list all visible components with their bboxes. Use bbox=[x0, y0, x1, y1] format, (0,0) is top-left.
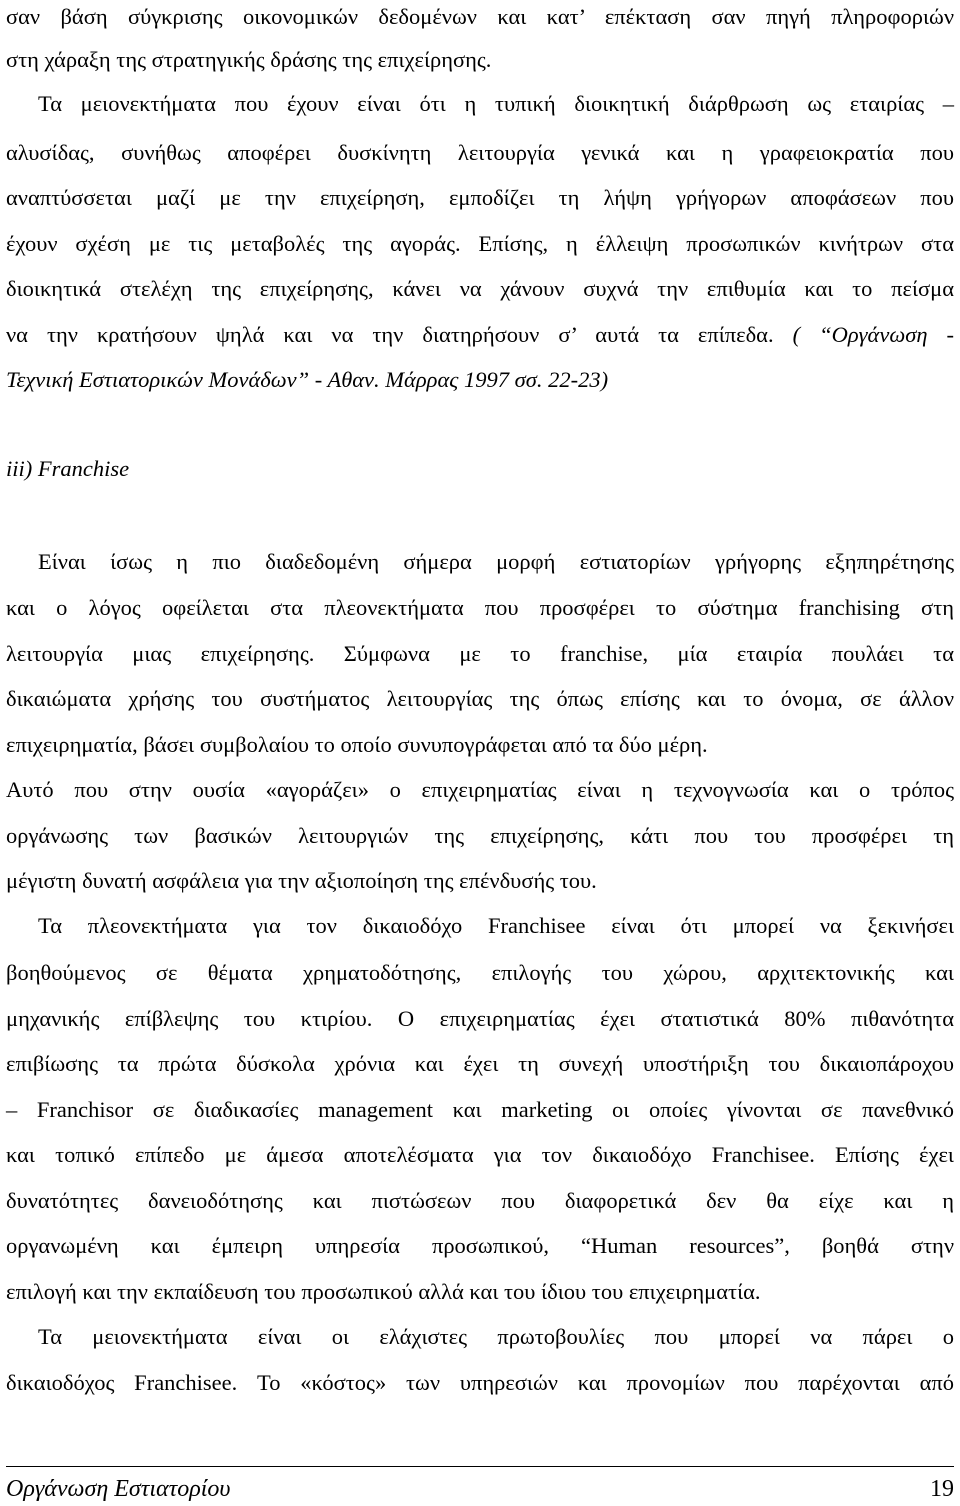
page-number: 19 bbox=[930, 1476, 954, 1502]
paragraph-line: Τα μειονεκτήματα είναι οι ελάχιστες πρωτοβουλίες που μπορεί να πάρει ο bbox=[38, 1324, 954, 1349]
paragraph-line: οργανωμένη και έμπειρη υπηρεσία προσωπικού, “Human resources”, βοηθά στην bbox=[6, 1233, 954, 1258]
paragraph-line: Είναι ίσως η πιο διαδεδομένη σήμερα μορφή εστιατορίων γρήγορης εξηπηρέτησης bbox=[38, 549, 954, 574]
paragraph-text: να την κρατήσουν ψηλά και να την διατηρήσουν σ’ αυτά τα επίπεδα. bbox=[6, 322, 793, 347]
footer-title: Οργάνωση Εστιατορίου bbox=[6, 1476, 231, 1502]
paragraph-line: Τα πλεονεκτήματα για τον δικαιοδόχο Franchisee είναι ότι μπορεί να ξεκινήσει bbox=[38, 913, 954, 938]
paragraph-line: μέγιστη δυνατή ασφάλεια για την αξιοποίηση της επένδυσής του. bbox=[6, 868, 597, 893]
footer-divider bbox=[6, 1466, 954, 1467]
paragraph-line: επιβίωσης τα πρώτα δύσκολα χρόνια και έχει τη συνεχή υποστήριξη του δικαιοπάροχου bbox=[6, 1051, 954, 1076]
paragraph-line bbox=[6, 320, 954, 350]
paragraph-line: Αυτό που στην ουσία «αγοράζει» ο επιχειρηματίας είναι η τεχνογνωσία και ο τρόπος bbox=[6, 777, 954, 802]
paragraph-line: οργάνωσης των βασικών λειτουργιών της επιχείρησης, κάτι που του προσφέρει τη bbox=[6, 823, 954, 848]
paragraph-line: και ο λόγος οφείλεται στα πλεονεκτήματα που προσφέρει το σύστημα franchising στη bbox=[6, 595, 954, 620]
citation: ( “Οργάνωση - bbox=[792, 322, 954, 347]
paragraph-line: στη χάραξη της στρατηγικής δράσης της επιχείρησης. bbox=[6, 47, 492, 72]
paragraph-line: δικαιώματα χρήσης του συστήματος λειτουργίας της όπως επίσης και το όνομα, σε άλλον bbox=[6, 686, 954, 711]
paragraph-line: αναπτύσσεται μαζί με την επιχείρηση, εμποδίζει τη λήψη γρήγορων αποφάσεων που bbox=[6, 185, 954, 210]
paragraph-line: Τα μειονεκτήματα που έχουν είναι ότι η τυπική διοικητική διάρθρωση ως εταιρίας – bbox=[38, 91, 954, 116]
paragraph-line: διοικητικά στελέχη της επιχείρησης, κάνει να χάνουν συχνά την επιθυμία και το πείσμα bbox=[6, 276, 954, 301]
paragraph-line: δικαιοδόχος Franchisee. Το «κόστος» των υπηρεσιών και προνομίων που παρέχονται από bbox=[6, 1370, 954, 1395]
paragraph-line: δυνατότητες δανειοδότησης και πιστώσεων που διαφορετικά δεν θα είχε και η bbox=[6, 1188, 954, 1213]
paragraph-line: λειτουργία μιας επιχείρησης. Σύμφωνα με το franchise, μία εταιρία πουλάει τα bbox=[6, 641, 954, 666]
paragraph-line: και τοπικό επίπεδο με άμεσα αποτελέσματα για τον δικαιοδόχο Franchisee. Επίσης έχει bbox=[6, 1142, 954, 1167]
citation: Τεχνική Εστιατορικών Μονάδων” - Αθαν. Μάρρας 1997 σσ. 22-23) bbox=[6, 367, 609, 392]
paragraph-line: επιλογή και την εκπαίδευση του προσωπικού αλλά και του ίδιου του επιχειρηματία. bbox=[6, 1279, 761, 1304]
paragraph-line: επιχειρηματία, βάσει συμβολαίου το οποίο συνυπογράφεται από τα δύο μέρη. bbox=[6, 732, 708, 757]
paragraph-line: σαν βάση σύγκρισης οικονομικών δεδομένων και κατ’ επέκταση σαν πηγή πληροφοριών bbox=[6, 4, 954, 29]
section-heading: iii) Franchise bbox=[6, 456, 130, 481]
paragraph-line: – Franchisor σε διαδικασίες management και marketing οι οποίες γίνονται σε πανεθνικό bbox=[6, 1097, 954, 1122]
paragraph-line: έχουν σχέση με τις μεταβολές της αγοράς. Επίσης, η έλλειψη προσωπικών κινήτρων στα bbox=[6, 231, 954, 256]
paragraph-line: μηχανικής επίβλεψης του κτιρίου. Ο επιχειρηματίας έχει στατιστικά 80% πιθανότητα bbox=[6, 1006, 954, 1031]
paragraph-line: βοηθούμενος σε θέματα χρηματοδότησης, επιλογής του χώρου, αρχιτεκτονικής και bbox=[6, 960, 954, 985]
paragraph-line: αλυσίδας, συνήθως αποφέρει δυσκίνητη λειτουργία γενικά και η γραφειοκρατία που bbox=[6, 140, 954, 165]
